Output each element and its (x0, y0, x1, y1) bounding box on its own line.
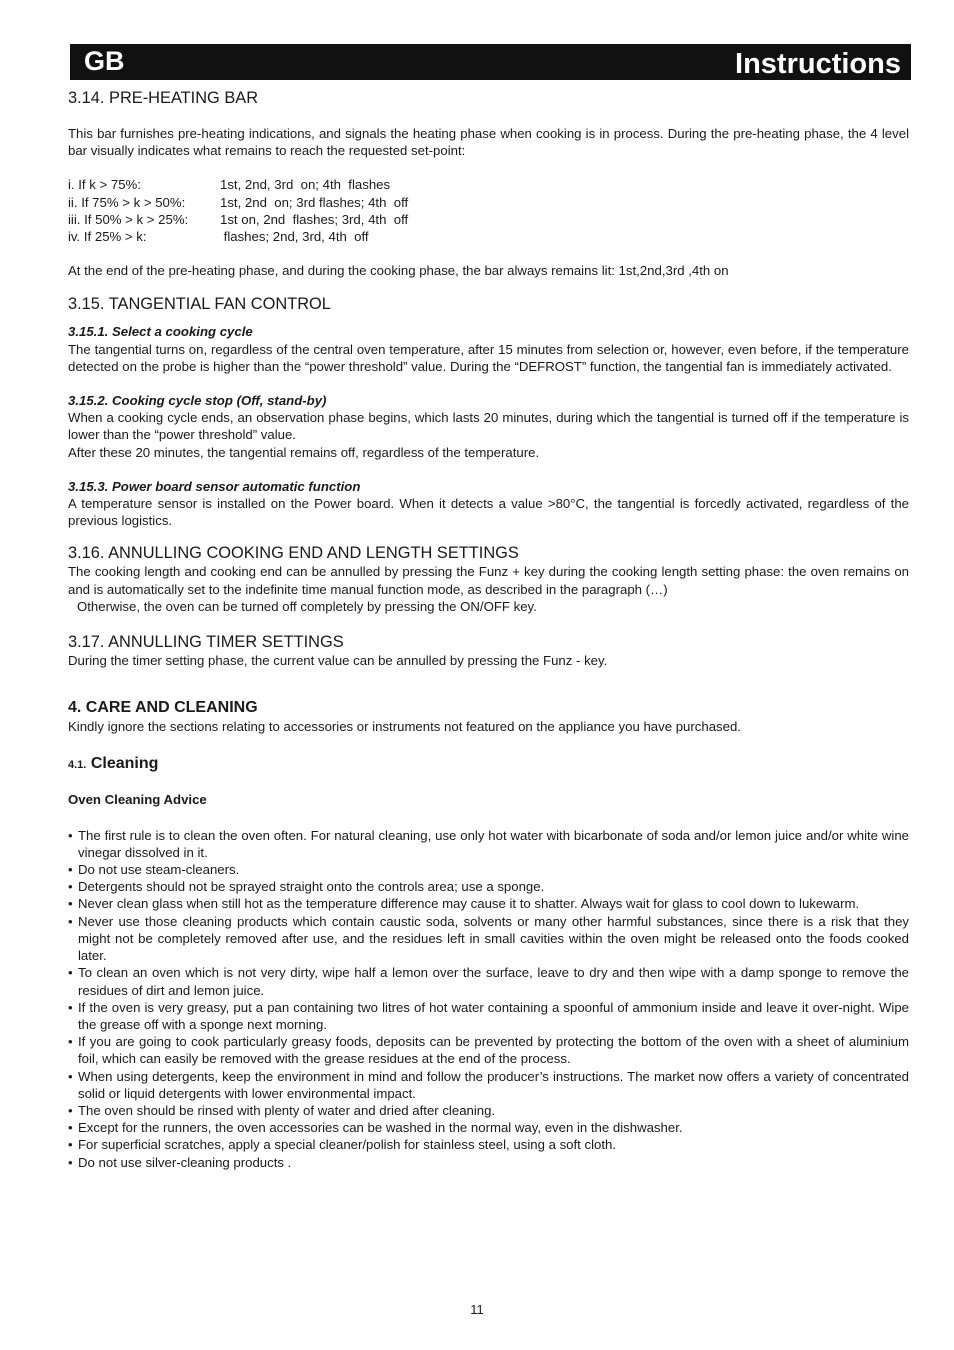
paragraph-3-15-3: A temperature sensor is installed on the Power board. When it detects a value >80°C, the tangential is forcedly activated, regardless of the previous logistics. (68, 496, 909, 529)
paragraph-3-16: The cooking length and cooking end can be annulled by pressing the Funz + key during the cooking length setting phase: the oven remains on and is automatically set to the indefinite time manual function mode, as described in the paragraph (…) (68, 564, 909, 597)
subheading-3-15-1: 3.15.1. Select a cooking cycle (68, 324, 253, 340)
section-heading-3-14: 3.14. PRE-HEATING BAR (68, 89, 259, 107)
condition-result: flashes; 2nd, 3rd, 4th off (220, 229, 369, 245)
subheading-4-1 (68, 754, 909, 775)
section-heading-4: 4. CARE AND CLEANING (68, 699, 258, 717)
subheading-3-15-3: 3.15.3. Power board sensor automatic function (68, 478, 361, 494)
oven-cleaning-advice-title: Oven Cleaning Advice (68, 792, 207, 808)
page-title: Instructions (735, 48, 901, 80)
condition-range: iv. If 25% > k: (68, 229, 147, 245)
preheat-intro: This bar furnishes pre-heating indications, and signals the heating phase when cooking is in process. During the pre-heating phase, the 4 level bar visually indicates what remains to reach the requested set-point: (68, 126, 909, 159)
list-item: • When using detergents, keep the environment in mind and follow the producer’s instructions. The market now offers a variety of concentrated solid or liquid detergents with lower environmental impact. (68, 1068, 909, 1102)
list-item: • The first rule is to clean the oven often. For natural cleaning, use only hot water with bicarbonate of soda and/or lemon juice and/or white wine vinegar dissolved in it. (68, 827, 909, 861)
section-heading-3-16: 3.16. ANNULLING COOKING END AND LENGTH SETTINGS (68, 544, 519, 563)
language-code: GB (84, 46, 125, 76)
list-item: • Do not use steam-cleaners. (68, 861, 909, 878)
paragraph-4: Kindly ignore the sections relating to accessories or instruments not featured on the appliance you have purchased. (68, 719, 741, 735)
preheat-conditions-list (68, 176, 909, 245)
list-item: • If you are going to cook particularly greasy foods, deposits can be prevented by protecting the bottom of the oven with a sheet of aluminium foil, which can easily be removed with the grease residues at the end of the process. (68, 1033, 909, 1067)
list-item: • For superficial scratches, apply a special cleaner/polish for stainless steel, using a soft cloth. (68, 1136, 909, 1153)
paragraph-3-17: During the timer setting phase, the current value can be annulled by pressing the Funz - key. (68, 653, 608, 669)
list-item: • If the oven is very greasy, put a pan containing two litres of hot water containing a spoonful of ammonium inside and leave it over-night. Wipe the grease off with a sponge next morning. (68, 999, 909, 1033)
page-number: 11 (470, 1302, 484, 1317)
list-item: • Never use those cleaning products which contain caustic soda, solvents or many other harmful substances, since there is a risk that they might not be completely removed after use, and the residues left in small cavities within the oven might be released onto the foods cooked later. (68, 913, 909, 965)
list-item: • Detergents should not be sprayed straight onto the controls area; use a sponge. (68, 878, 909, 895)
page-header (70, 44, 911, 80)
paragraph-3-15-2b: After these 20 minutes, the tangential remains off, regardless of the temperature. (68, 444, 540, 460)
list-item: • Do not use silver-cleaning products . (68, 1154, 909, 1171)
paragraph-3-16b: Otherwise, the oven can be turned off completely by pressing the ON/OFF key. (77, 598, 537, 614)
condition-result: 1st on, 2nd flashes; 3rd, 4th off (220, 211, 409, 227)
cleaning-advice-list (68, 827, 909, 1171)
document-body (68, 88, 909, 1171)
list-item: • To clean an oven which is not very dirty, wipe half a lemon over the surface, leave to dry and then wipe with a damp sponge to remove the residues of dirt and lemon juice. (68, 964, 909, 998)
subheading-4-1-number: 4.1. (68, 759, 87, 772)
preheat-end-text: At the end of the pre-heating phase, and during the cooking phase, the bar always remains lit: 1st,2nd,3rd ,4th on (68, 263, 729, 279)
list-item: • The oven should be rinsed with plenty of water and dried after cleaning. (68, 1102, 909, 1119)
condition-range: i. If k > 75%: (68, 177, 141, 193)
condition-row (68, 176, 909, 193)
condition-range: iii. If 50% > k > 25%: (68, 211, 189, 227)
list-item: • Never clean glass when still hot as the temperature difference may cause it to shatter. Always wait for glass to cool down to lukewarm. (68, 895, 909, 912)
condition-result: 1st, 2nd, 3rd on; 4th flashes (220, 177, 391, 193)
section-heading-3-15: 3.15. TANGENTIAL FAN CONTROL (68, 295, 331, 314)
list-item: • Except for the runners, the oven accessories can be washed in the normal way, even in the dishwasher. (68, 1119, 909, 1136)
condition-result: 1st, 2nd on; 3rd flashes; 4th off (220, 194, 409, 210)
paragraph-3-15-1: The tangential turns on, regardless of the central oven temperature, after 15 minutes from selection or, however, even before, if the temperature detected on the probe is higher than the “power threshold” value. During the “DEFROST” function, the tangential fan is immediately activated. (68, 341, 909, 374)
subheading-4-1-title: Cleaning (90, 755, 159, 773)
condition-row (68, 211, 909, 228)
condition-row (68, 194, 909, 211)
paragraph-3-15-2: When a cooking cycle ends, an observation phase begins, which lasts 20 minutes, during which the tangential is turned off if the temperature is lower than the “power threshold” value. (68, 410, 909, 443)
condition-row (68, 228, 909, 245)
subheading-3-15-2: 3.15.2. Cooking cycle stop (Off, stand-by) (68, 393, 327, 409)
section-heading-3-17: 3.17. ANNULLING TIMER SETTINGS (68, 633, 344, 652)
condition-range: ii. If 75% > k > 50%: (68, 194, 186, 210)
